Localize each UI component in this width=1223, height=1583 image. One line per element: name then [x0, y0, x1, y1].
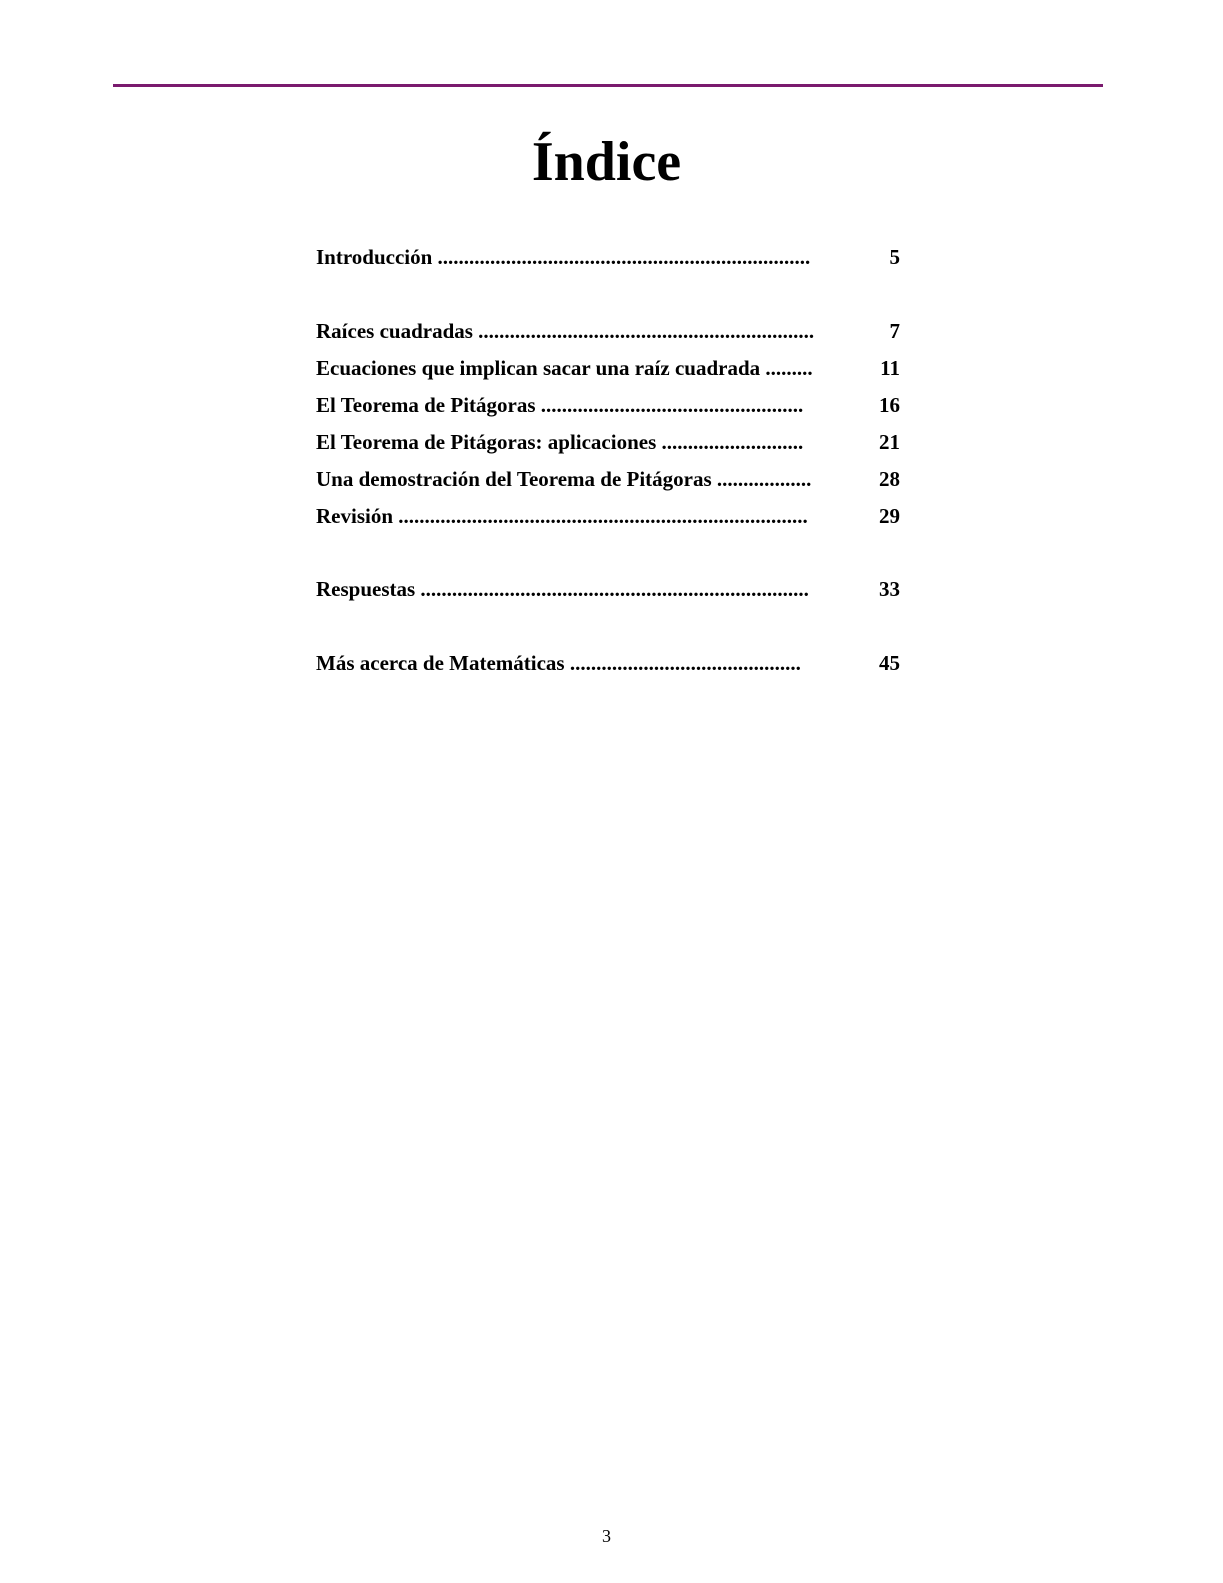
page-title: Índice: [531, 131, 682, 193]
toc-entry-revision[interactable]: [316, 501, 900, 531]
toc-entry-page: 29: [879, 504, 900, 528]
toc-entry-title: Revisión ..............................................................................: [316, 504, 808, 528]
toc-entry-teorema-pitagoras[interactable]: [316, 390, 900, 420]
toc-entry-respuestas[interactable]: [316, 574, 900, 604]
toc-entry-title: Más acerca de Matemáticas ............................................: [316, 651, 801, 675]
toc-entry-demostracion[interactable]: [316, 464, 900, 494]
toc-entry-page: 45: [879, 651, 900, 675]
toc-entry-page: 33: [879, 577, 900, 601]
toc-entry-mas-acerca[interactable]: [316, 648, 900, 678]
toc-entry-aplicaciones[interactable]: [316, 427, 900, 457]
toc-entry-page: 28: [879, 467, 900, 491]
toc-entry-title: Ecuaciones que implican sacar una raíz cuadrada .........: [316, 356, 813, 380]
page-number: 3: [602, 1526, 611, 1546]
header-rule: [113, 84, 1103, 87]
toc-entry-ecuaciones[interactable]: [316, 353, 900, 383]
toc-entry-title: El Teorema de Pitágoras ..................................................: [316, 393, 804, 417]
toc-entry-title: El Teorema de Pitágoras: aplicaciones ...........................: [316, 430, 804, 454]
toc-entry-introduccion[interactable]: [316, 242, 900, 272]
toc-entry-title: Introducción .......................................................................: [316, 245, 811, 269]
toc-entry-title: Respuestas ..........................................................................: [316, 577, 809, 601]
toc-entry-raices-cuadradas[interactable]: [316, 316, 900, 346]
toc-entry-page: 11: [880, 356, 900, 380]
toc-entry-page: 16: [879, 393, 900, 417]
toc-entry-page: 7: [889, 319, 900, 343]
toc-entry-title: Una demostración del Teorema de Pitágoras ..................: [316, 467, 812, 491]
toc-entry-page: 5: [889, 245, 900, 269]
toc-entry-title: Raíces cuadradas ................................................................: [316, 319, 815, 343]
toc-entry-page: 21: [879, 430, 900, 454]
